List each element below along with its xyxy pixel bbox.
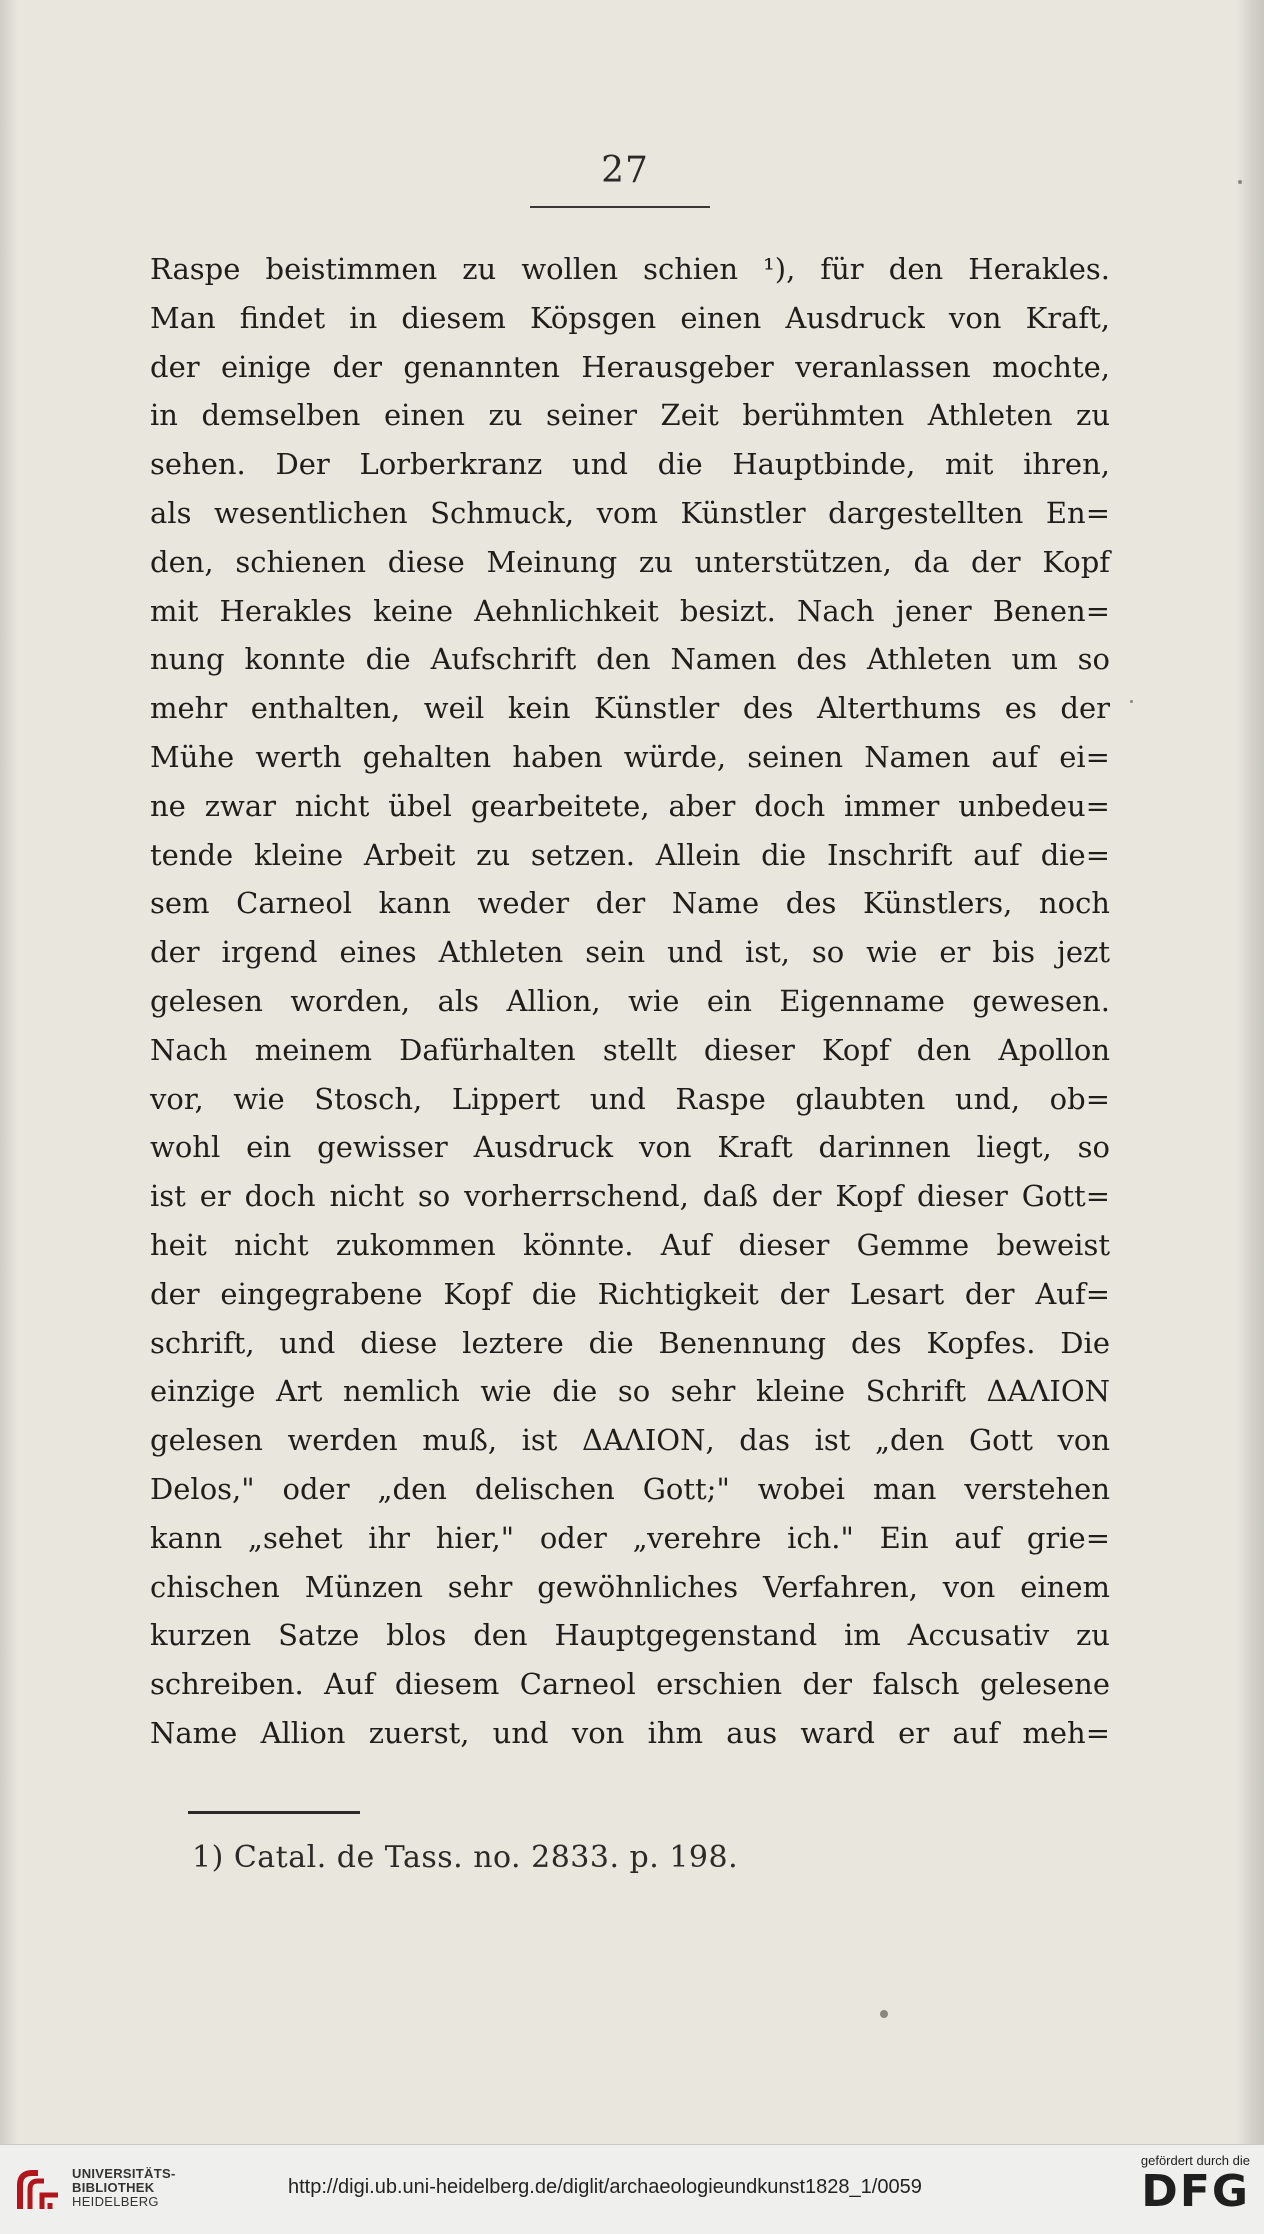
text-line: kann „sehet ihr hier," oder „verehre ich." Ein auf grie= — [150, 1520, 1110, 1555]
text-line: ne zwar nicht übel gearbeitete, aber doch immer unbedeu= — [150, 788, 1110, 823]
scan-speck — [1238, 180, 1242, 184]
text-line: sem Carneol kann weder der Name des Künstlers, noch — [150, 886, 1110, 921]
institution-line: UNIVERSITÄTS- — [72, 2166, 176, 2181]
scan-speck — [880, 2010, 888, 2018]
institution-line: HEIDELBERG — [72, 2194, 159, 2209]
header-rule — [530, 206, 710, 208]
footnote: 1) Catal. de Tass. no. 2833. p. 198. — [192, 1840, 739, 1875]
text-line: Delos," oder „den delischen Gott;" wobei man verstehen — [150, 1471, 1110, 1506]
text-line: mehr enthalten, weil kein Künstler des Alterthums es der — [150, 691, 1110, 726]
funding-notice — [1141, 2153, 1250, 2216]
text-line: chischen Münzen sehr gewöhnliches Verfahren, von einem — [150, 1569, 1110, 1604]
text-line: schrift, und diese leztere die Benennung des Kopfes. Die — [150, 1325, 1110, 1360]
institution-name — [72, 2167, 176, 2209]
text-line: den, schienen diese Meinung zu unterstützen, da der Kopf — [150, 544, 1110, 579]
scan-edge-right — [1236, 0, 1264, 2144]
text-line: Name Allion zuerst, und von ihm aus ward er auf meh= — [150, 1715, 1110, 1750]
text-line: Mühe werth gehalten haben würde, seinen Namen auf ei= — [150, 739, 1110, 774]
permalink-url[interactable]: http://digi.ub.uni-heidelberg.de/diglit/archaeologieundkunst1828_1/0059 — [288, 2176, 922, 2198]
text-line: sehen. Der Lorberkranz und die Hauptbinde, mit ihren, — [150, 447, 1110, 482]
page-number: 27 — [601, 150, 649, 191]
text-line: der irgend eines Athleten sein und ist, so wie er bis jezt — [150, 935, 1110, 970]
ub-heidelberg-logo-icon[interactable] — [14, 2165, 64, 2215]
text-line: der einige der genannten Herausgeber veranlassen mochte, — [150, 349, 1110, 384]
text-line: Man findet in diesem Köpsgen einen Ausdruck von Kraft, — [150, 300, 1110, 335]
dfg-logo[interactable]: DFG — [1141, 2166, 1250, 2217]
text-line: gelesen werden muß, ist ΔΑΛΙΟΝ, das ist „den Gott von — [150, 1423, 1110, 1458]
text-line: tende kleine Arbeit zu setzen. Allein die Inschrift auf die= — [150, 837, 1110, 872]
text-line: nung konnte die Aufschrift den Namen des Athleten um so — [150, 642, 1110, 677]
text-line: Nach meinem Dafürhalten stellt dieser Kopf den Apollon — [150, 1032, 1110, 1067]
text-line: wohl ein gewisser Ausdruck von Kraft darinnen liegt, so — [150, 1130, 1110, 1165]
text-line: gelesen worden, als Allion, wie ein Eigenname gewesen. — [150, 983, 1110, 1018]
text-line: Raspe beistimmen zu wollen schien ¹), für den Herakles. — [150, 252, 1110, 286]
text-line: heit nicht zukommen könnte. Auf dieser Gemme beweist — [150, 1227, 1110, 1262]
text-line: als wesentlichen Schmuck, vom Künstler dargestellten En= — [150, 495, 1110, 530]
text-line: mit Herakles keine Aehnlichkeit besizt. Nach jener Benen= — [150, 593, 1110, 628]
footnote-rule — [188, 1811, 360, 1814]
text-line: vor, wie Stosch, Lippert und Raspe glaubten und, ob= — [150, 1081, 1110, 1116]
scan-edge-left — [0, 0, 18, 2144]
body-text — [150, 245, 1110, 1758]
text-line: einzige Art nemlich wie die so sehr kleine Schrift ΔΑΛΙΟΝ — [150, 1374, 1110, 1409]
text-line: kurzen Satze blos den Hauptgegenstand im Accusativ zu — [150, 1618, 1110, 1653]
text-line: der eingegrabene Kopf die Richtigkeit der Lesart der Auf= — [150, 1276, 1110, 1311]
text-line: in demselben einen zu seiner Zeit berühmten Athleten zu — [150, 398, 1110, 433]
footer-bar — [0, 2144, 1264, 2234]
funded-by-label: gefördert durch die — [1140, 2153, 1250, 2168]
text-line: ist er doch nicht so vorherrschend, daß der Kopf dieser Gott= — [150, 1179, 1110, 1214]
text-line: schreiben. Auf diesem Carneol erschien der falsch gelesene — [150, 1667, 1110, 1702]
scan-speck — [1130, 700, 1133, 703]
institution-line: BIBLIOTHEK — [72, 2180, 155, 2195]
